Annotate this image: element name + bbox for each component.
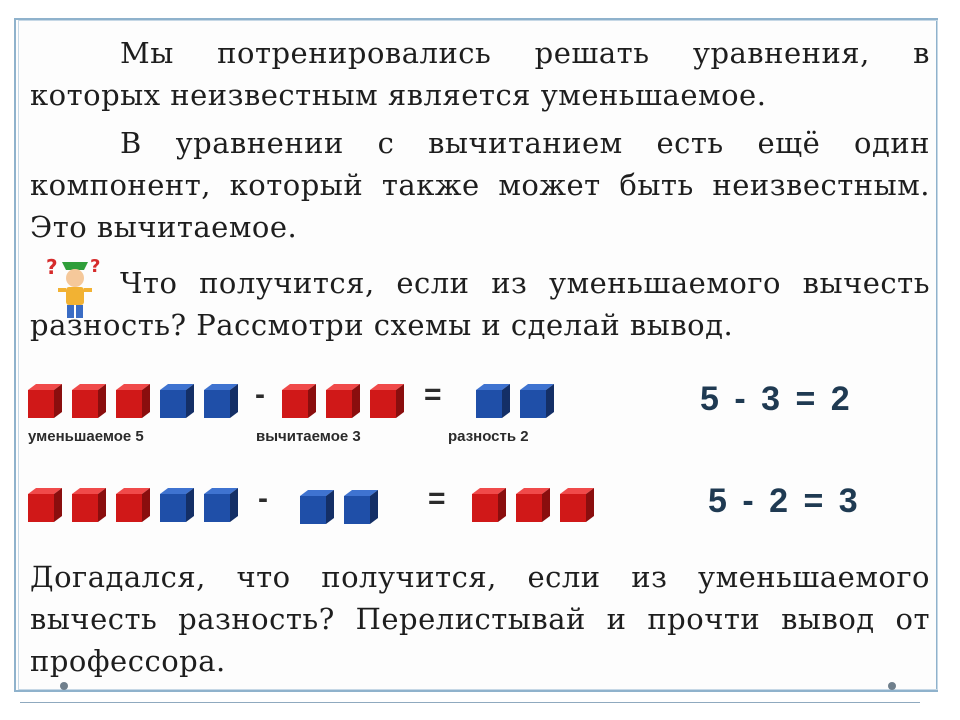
blue-cube xyxy=(296,488,336,526)
label-difference: разность 2 xyxy=(448,428,529,445)
scheme2-difference-cubes xyxy=(468,486,596,524)
scheme1-minus: - xyxy=(255,378,265,411)
svg-text:?: ? xyxy=(90,256,101,277)
blue-cube xyxy=(200,382,240,420)
paragraph-1 xyxy=(30,32,930,116)
blue-cube xyxy=(340,488,380,526)
scheme1-minuend-cubes xyxy=(24,382,240,420)
paragraph-3-text: Что получится, если из уменьшаемого вычесть разность? Рассмотри схемы и сделай вывод. xyxy=(30,266,930,342)
blue-cube xyxy=(156,486,196,524)
label-subtrahend: вычитаемое 3 xyxy=(256,428,361,445)
blue-cube xyxy=(200,486,240,524)
red-cube xyxy=(68,382,108,420)
scheme1-difference-cubes xyxy=(472,382,556,420)
scheme1-equation: 5 - 3 = 2 xyxy=(700,380,853,418)
paragraph-4-text: Догадался, что получится, если из уменьшаемого вычесть разность? Перелистывай и прочти вывод от профессора. xyxy=(30,560,930,678)
scheme2-minuend-cubes xyxy=(24,486,240,524)
blue-cube xyxy=(472,382,512,420)
scheme2-minus: - xyxy=(258,482,268,515)
red-cube xyxy=(556,486,596,524)
red-cube xyxy=(112,486,152,524)
paragraph-4 xyxy=(30,556,930,682)
corner-dot-left xyxy=(60,682,68,690)
paragraph-2-text: В уравнении с вычитанием есть ещё один компонент, который также может быть неизвестным. Это вычитаемое. xyxy=(30,126,930,244)
scheme2-equals: = xyxy=(428,482,446,515)
blue-cube xyxy=(516,382,556,420)
scheme2-equation: 5 - 2 = 3 xyxy=(708,482,861,520)
scheme2-subtrahend-cubes xyxy=(296,488,380,526)
scheme1-equals: = xyxy=(424,378,442,411)
red-cube xyxy=(278,382,318,420)
paragraph-2 xyxy=(30,122,930,248)
paragraph-1-text: Мы потренировались решать уравнения, в которых неизвестным является уменьшаемое. xyxy=(30,36,930,112)
bottom-rule xyxy=(20,702,920,703)
label-minuend: уменьшаемое 5 xyxy=(28,428,144,445)
red-cube xyxy=(512,486,552,524)
red-cube xyxy=(468,486,508,524)
svg-text:?: ? xyxy=(46,255,58,279)
blue-cube xyxy=(156,382,196,420)
red-cube xyxy=(24,382,64,420)
red-cube xyxy=(24,486,64,524)
paragraph-3 xyxy=(30,262,930,346)
red-cube xyxy=(366,382,406,420)
red-cube xyxy=(112,382,152,420)
scheme1-subtrahend-cubes xyxy=(278,382,406,420)
red-cube xyxy=(322,382,362,420)
red-cube xyxy=(68,486,108,524)
corner-dot-right xyxy=(888,682,896,690)
